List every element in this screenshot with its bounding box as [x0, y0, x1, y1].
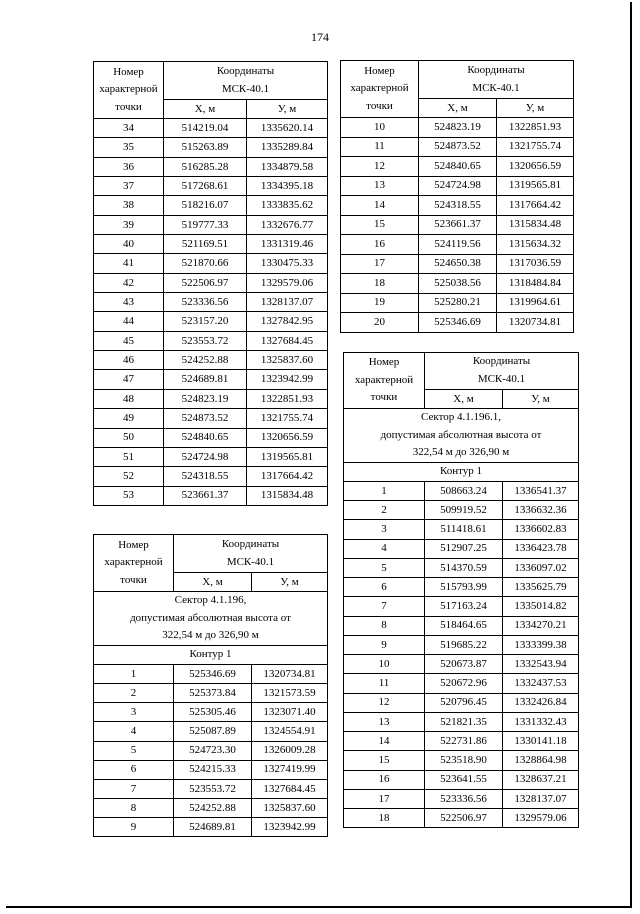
point-number: 10 [341, 118, 419, 138]
coordinates-header: Координаты МСК-40.1 [174, 535, 328, 573]
y-coordinate: 1331332.43 [503, 712, 579, 731]
table-row [94, 664, 328, 683]
table-row [344, 789, 579, 808]
y-coordinate: 1331319.46 [247, 235, 328, 254]
table-row [94, 331, 328, 350]
x-coordinate: 521169.51 [164, 235, 247, 254]
y-coordinate: 1336423.78 [503, 539, 579, 558]
point-number: 51 [94, 447, 164, 466]
x-coordinate: 511418.61 [425, 520, 503, 539]
y-coordinate: 1334270.21 [503, 616, 579, 635]
table-row [94, 741, 328, 760]
table-row [341, 254, 574, 274]
table-row [94, 703, 328, 722]
y-coordinate: 1330141.18 [503, 732, 579, 751]
x-coordinate: 524689.81 [164, 370, 247, 389]
y-coordinate: 1319565.81 [247, 447, 328, 466]
table-row [94, 447, 328, 466]
x-coordinate: 525038.56 [419, 274, 497, 294]
point-number: 18 [341, 274, 419, 294]
x-coordinate: 524318.55 [419, 196, 497, 216]
coordinates-table-4 [343, 352, 579, 828]
table-row [344, 674, 579, 693]
y-coordinate: 1323942.99 [247, 370, 328, 389]
x-coordinate: 517268.61 [164, 177, 247, 196]
coordinates-header: Координаты МСК-40.1 [425, 353, 579, 390]
point-number: 17 [344, 789, 425, 808]
x-coordinate: 522731.86 [425, 732, 503, 751]
point-number: 13 [344, 712, 425, 731]
y-coordinate: 1335014.82 [503, 597, 579, 616]
x-coordinate: 524318.55 [164, 467, 247, 486]
x-coordinate: 524840.65 [164, 428, 247, 447]
table-row [344, 597, 579, 616]
y-column-header: У, м [247, 100, 328, 119]
point-number: 7 [344, 597, 425, 616]
point-number: 2 [94, 683, 174, 702]
point-number: 8 [344, 616, 425, 635]
y-coordinate: 1336602.83 [503, 520, 579, 539]
y-coordinate: 1325837.60 [247, 351, 328, 370]
x-coordinate: 516285.28 [164, 157, 247, 176]
x-coordinate: 515793.99 [425, 578, 503, 597]
table-row [94, 722, 328, 741]
table-row [94, 312, 328, 331]
y-coordinate: 1333399.38 [503, 635, 579, 654]
point-number: 6 [344, 578, 425, 597]
y-coordinate: 1317664.42 [497, 196, 574, 216]
x-coordinate: 520796.45 [425, 693, 503, 712]
point-number: 50 [94, 428, 164, 447]
y-coordinate: 1315634.32 [497, 235, 574, 255]
y-coordinate: 1332426.84 [503, 693, 579, 712]
sector-caption: Сектор 4.1.196, допустимая абсолютная высота от 322,54 м до 326,90 м [94, 592, 328, 646]
y-coordinate: 1323071.40 [252, 703, 328, 722]
table-row [344, 809, 579, 828]
y-coordinate: 1334879.58 [247, 157, 328, 176]
table-row [94, 157, 328, 176]
x-coordinate: 521870.66 [164, 254, 247, 273]
point-number: 19 [341, 293, 419, 313]
y-coordinate: 1327842.95 [247, 312, 328, 331]
y-coordinate: 1328137.07 [247, 293, 328, 312]
table-row [94, 177, 328, 196]
x-coordinate: 524823.19 [164, 389, 247, 408]
x-coordinate: 523661.37 [419, 215, 497, 235]
point-number: 5 [344, 558, 425, 577]
point-number: 3 [94, 703, 174, 722]
y-coordinate: 1335289.84 [247, 138, 328, 157]
table-row [344, 578, 579, 597]
table-row [344, 693, 579, 712]
point-number: 11 [341, 137, 419, 157]
point-number: 2 [344, 501, 425, 520]
point-number: 14 [341, 196, 419, 216]
point-number: 10 [344, 655, 425, 674]
page-number: 174 [311, 30, 329, 44]
x-coordinate: 514370.59 [425, 558, 503, 577]
y-coordinate: 1325837.60 [252, 799, 328, 818]
point-column-header: Номер характерной точки [341, 61, 419, 118]
y-coordinate: 1318484.84 [497, 274, 574, 294]
table-row [94, 293, 328, 312]
point-number: 9 [94, 818, 174, 837]
contour-label: Контур 1 [344, 462, 579, 481]
point-column-header: Номер характерной точки [94, 62, 164, 119]
y-coordinate: 1321755.74 [497, 137, 574, 157]
point-number: 9 [344, 635, 425, 654]
table-row [341, 313, 574, 333]
y-coordinate: 1319964.61 [497, 293, 574, 313]
point-number: 8 [94, 799, 174, 818]
table-row [94, 799, 328, 818]
point-number: 6 [94, 760, 174, 779]
y-coordinate: 1327419.99 [252, 760, 328, 779]
point-number: 45 [94, 331, 164, 350]
y-coordinate: 1332676.77 [247, 215, 328, 234]
x-coordinate: 519685.22 [425, 635, 503, 654]
table-row [94, 351, 328, 370]
x-coordinate: 514219.04 [164, 119, 247, 138]
point-number: 47 [94, 370, 164, 389]
table-row [94, 370, 328, 389]
x-coordinate: 512907.25 [425, 539, 503, 558]
y-coordinate: 1336632.36 [503, 501, 579, 520]
table-row [341, 176, 574, 196]
table-row [94, 196, 328, 215]
point-number: 15 [344, 751, 425, 770]
coordinates-header: Координаты МСК-40.1 [164, 62, 328, 100]
point-number: 46 [94, 351, 164, 370]
table-row [94, 138, 328, 157]
table-row [341, 235, 574, 255]
point-number: 49 [94, 409, 164, 428]
table-row [94, 254, 328, 273]
x-coordinate: 522506.97 [425, 809, 503, 828]
point-number: 40 [94, 235, 164, 254]
x-coordinate: 524119.56 [419, 235, 497, 255]
table-row [344, 751, 579, 770]
point-number: 43 [94, 293, 164, 312]
point-number: 3 [344, 520, 425, 539]
x-coordinate: 525346.69 [419, 313, 497, 333]
table-row [94, 235, 328, 254]
point-number: 16 [341, 235, 419, 255]
x-column-header: X, м [425, 390, 503, 409]
point-number: 15 [341, 215, 419, 235]
y-coordinate: 1336541.37 [503, 481, 579, 500]
x-coordinate: 515263.89 [164, 138, 247, 157]
x-coordinate: 520673.87 [425, 655, 503, 674]
y-coordinate: 1328137.07 [503, 789, 579, 808]
y-column-header: У, м [497, 99, 574, 118]
point-number: 12 [341, 157, 419, 177]
y-coordinate: 1329579.06 [503, 809, 579, 828]
y-coordinate: 1332437.53 [503, 674, 579, 693]
y-coordinate: 1335625.79 [503, 578, 579, 597]
y-coordinate: 1336097.02 [503, 558, 579, 577]
y-coordinate: 1317036.59 [497, 254, 574, 274]
point-number: 53 [94, 486, 164, 505]
y-coordinate: 1332543.94 [503, 655, 579, 674]
y-coordinate: 1320656.59 [247, 428, 328, 447]
table-row [344, 501, 579, 520]
table-row [94, 486, 328, 505]
table-row [94, 215, 328, 234]
y-coordinate: 1317664.42 [247, 467, 328, 486]
point-number: 20 [341, 313, 419, 333]
point-column-header: Номер характерной точки [94, 535, 174, 592]
y-coordinate: 1335620.14 [247, 119, 328, 138]
table-row [344, 539, 579, 558]
y-coordinate: 1322851.93 [247, 389, 328, 408]
x-coordinate: 523641.55 [425, 770, 503, 789]
table-row [341, 293, 574, 313]
x-coordinate: 519777.33 [164, 215, 247, 234]
x-coordinate: 523157.20 [164, 312, 247, 331]
x-coordinate: 525346.69 [174, 664, 252, 683]
point-number: 1 [344, 481, 425, 500]
y-column-header: У, м [252, 573, 328, 592]
y-coordinate: 1328637.21 [503, 770, 579, 789]
sector-caption: Сектор 4.1.196.1, допустимая абсолютная высота от 322,54 м до 326,90 м [344, 409, 579, 463]
x-coordinate: 524873.52 [419, 137, 497, 157]
point-number: 14 [344, 732, 425, 751]
y-coordinate: 1333835.62 [247, 196, 328, 215]
table-row [344, 520, 579, 539]
coordinates-table-2 [340, 60, 574, 333]
table-row [94, 409, 328, 428]
x-coordinate: 523336.56 [164, 293, 247, 312]
point-number: 34 [94, 119, 164, 138]
table-row [94, 428, 328, 447]
table-row [344, 635, 579, 654]
point-number: 7 [94, 779, 174, 798]
table-row [341, 118, 574, 138]
y-coordinate: 1320734.81 [497, 313, 574, 333]
x-column-header: X, м [164, 100, 247, 119]
coordinates-table-3 [93, 534, 328, 837]
y-coordinate: 1326009.28 [252, 741, 328, 760]
y-coordinate: 1320734.81 [252, 664, 328, 683]
point-number: 13 [341, 176, 419, 196]
table-row [94, 273, 328, 292]
x-coordinate: 508663.24 [425, 481, 503, 500]
y-coordinate: 1327684.45 [247, 331, 328, 350]
table-row [344, 616, 579, 635]
table-row [94, 683, 328, 702]
y-column-header: У, м [503, 390, 579, 409]
y-coordinate: 1324554.91 [252, 722, 328, 741]
table-row [94, 467, 328, 486]
x-coordinate: 524873.52 [164, 409, 247, 428]
point-number: 16 [344, 770, 425, 789]
y-coordinate: 1328864.98 [503, 751, 579, 770]
y-coordinate: 1321755.74 [247, 409, 328, 428]
y-coordinate: 1319565.81 [497, 176, 574, 196]
x-coordinate: 525373.84 [174, 683, 252, 702]
coordinates-header: Координаты МСК-40.1 [419, 61, 574, 99]
x-coordinate: 524252.88 [164, 351, 247, 370]
point-number: 12 [344, 693, 425, 712]
y-coordinate: 1320656.59 [497, 157, 574, 177]
point-number: 38 [94, 196, 164, 215]
coordinates-table-1 [93, 61, 328, 506]
x-coordinate: 518216.07 [164, 196, 247, 215]
x-coordinate: 523553.72 [174, 779, 252, 798]
point-number: 39 [94, 215, 164, 234]
y-coordinate: 1315834.48 [497, 215, 574, 235]
x-coordinate: 525305.46 [174, 703, 252, 722]
y-coordinate: 1330475.33 [247, 254, 328, 273]
x-coordinate: 523336.56 [425, 789, 503, 808]
point-number: 37 [94, 177, 164, 196]
table-row [344, 732, 579, 751]
point-number: 17 [341, 254, 419, 274]
table-row [344, 481, 579, 500]
x-coordinate: 524840.65 [419, 157, 497, 177]
point-number: 4 [94, 722, 174, 741]
x-coordinate: 523661.37 [164, 486, 247, 505]
table-row [341, 274, 574, 294]
x-coordinate: 524650.38 [419, 254, 497, 274]
point-number: 52 [94, 467, 164, 486]
table-row [344, 655, 579, 674]
x-coordinate: 525280.21 [419, 293, 497, 313]
point-number: 5 [94, 741, 174, 760]
point-number: 1 [94, 664, 174, 683]
table-row [341, 137, 574, 157]
x-coordinate: 525087.89 [174, 722, 252, 741]
point-number: 44 [94, 312, 164, 331]
x-coordinate: 517163.24 [425, 597, 503, 616]
x-coordinate: 524723.30 [174, 741, 252, 760]
contour-label: Контур 1 [94, 645, 328, 664]
y-coordinate: 1334395.18 [247, 177, 328, 196]
table-row [344, 558, 579, 577]
x-coordinate: 509919.52 [425, 501, 503, 520]
x-coordinate: 524252.88 [174, 799, 252, 818]
point-column-header: Номер характерной точки [344, 353, 425, 409]
table-row [341, 157, 574, 177]
table-row [94, 119, 328, 138]
y-coordinate: 1327684.45 [252, 779, 328, 798]
x-coordinate: 522506.97 [164, 273, 247, 292]
table-row [341, 215, 574, 235]
x-coordinate: 524215.33 [174, 760, 252, 779]
x-coordinate: 523518.90 [425, 751, 503, 770]
y-coordinate: 1322851.93 [497, 118, 574, 138]
x-coordinate: 524724.98 [419, 176, 497, 196]
point-number: 41 [94, 254, 164, 273]
x-coordinate: 520672.96 [425, 674, 503, 693]
point-number: 42 [94, 273, 164, 292]
x-coordinate: 518464.65 [425, 616, 503, 635]
table-row [341, 196, 574, 216]
x-column-header: X, м [419, 99, 497, 118]
x-coordinate: 524689.81 [174, 818, 252, 837]
table-row [94, 818, 328, 837]
point-number: 35 [94, 138, 164, 157]
y-coordinate: 1323942.99 [252, 818, 328, 837]
table-row [344, 770, 579, 789]
table-row [344, 712, 579, 731]
y-coordinate: 1329579.06 [247, 273, 328, 292]
y-coordinate: 1315834.48 [247, 486, 328, 505]
point-number: 18 [344, 809, 425, 828]
x-coordinate: 524823.19 [419, 118, 497, 138]
table-row [94, 779, 328, 798]
table-row [94, 760, 328, 779]
point-number: 4 [344, 539, 425, 558]
table-row [94, 389, 328, 408]
x-coordinate: 523553.72 [164, 331, 247, 350]
point-number: 36 [94, 157, 164, 176]
x-column-header: X, м [174, 573, 252, 592]
x-coordinate: 524724.98 [164, 447, 247, 466]
point-number: 11 [344, 674, 425, 693]
point-number: 48 [94, 389, 164, 408]
y-coordinate: 1321573.59 [252, 683, 328, 702]
x-coordinate: 521821.35 [425, 712, 503, 731]
